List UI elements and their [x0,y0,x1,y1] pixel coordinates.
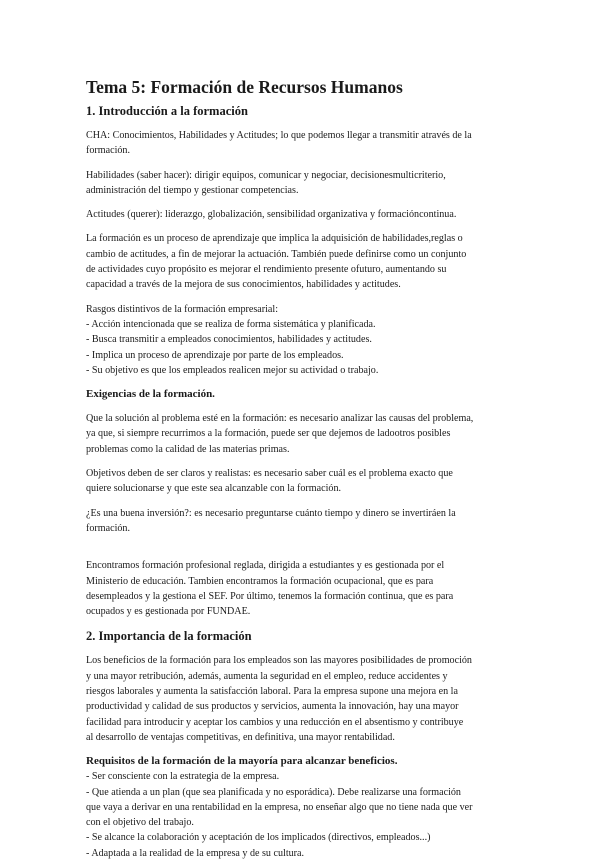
exigencia-solucion-paragraph [86,411,522,457]
exigencias-heading: Exigencias de la formación. [86,388,215,401]
habilidades-paragraph [86,168,522,199]
text-line: ocupados y es gestionada por FUNDAE. [86,606,251,618]
text-line: administración del tiempo y gestionar competencias. [86,184,299,196]
text-line: de actividades cuyo propósito es mejorar el rendimiento presente ofuturo, aumentando su [86,264,447,276]
text-line: y una mayor retribución, además, aumenta la seguridad en el empleo, reduce accidentes y [86,670,448,682]
exigencia-objetivos-paragraph [86,466,522,497]
text-line: Objetivos deben de ser claros y realistas: es necesario saber cuál es el problema exacto que [86,468,453,480]
requisitos-heading: Requisitos de la formación de la mayoría para alcanzar beneficios. [86,755,398,768]
text-line: La formación es un proceso de aprendizaje que implica la adquisición de habilidades,reglas o [86,233,463,245]
beneficios-paragraph [86,653,522,745]
text-line: Ministerio de educación. Tambien encontramos la formación ocupacional, que es para [86,575,434,587]
text-line: cambio de actitudes, a fin de mejorar la actuación. También puede definirse como un conjunto [86,248,467,260]
rasgos-list [86,302,522,378]
text-line: quiere solucionarse y que este sea alcanzable con la formación. [86,483,342,495]
list-item: - Acción intencionada que se realiza de forma sistemática y planificada. [86,318,376,330]
list-item: con el objetivo del trabajo. [86,817,194,829]
text-line: Que la solución al problema esté en la formación: es necesario analizar las causas del problema, [86,413,474,425]
list-item: - Se alcance la colaboración y aceptación de los implicados (directivos, empleados...) [86,832,431,844]
list-item: - Busca transmitir a empleados conocimientos, habilidades y actitudes. [86,334,372,346]
section-1-heading: 1. Introducción a la formación [86,104,248,118]
definicion-paragraph [86,231,522,292]
text-line: capacidad a través de la mejora de sus conocimientos, habilidades y actitudes. [86,279,401,291]
list-item: - Que atienda a un plan (que sea planificada y no esporádica). Debe realizarse una formación [86,786,461,798]
list-item: - Adaptada a la realidad de la empresa y de su cultura. [86,847,305,859]
exigencia-inversion-paragraph [86,506,522,537]
text-line: formación. [86,522,131,534]
list-item: que vaya a derivar en una rentabilidad en la empresa, no enseñar algo que no tiene nada que ver [86,801,473,813]
text-line: ya que, si siempre recurrimos a la formación, puede ser que dejemos de ladootros posibles [86,428,451,440]
text-line: Los beneficios de la formación para los empleados son las mayores posibilidades de promoción [86,655,472,667]
requisitos-list [86,769,522,861]
text-line: Encontramos formación profesional reglada, dirigida a estudiantes y es gestionada por el [86,560,445,572]
text-line: Habilidades (saber hacer): dirigir equipos, comunicar y negociar, decisionesmulticriterio, [86,169,446,181]
text-line: formación. [86,145,131,157]
text-line: desempleados y la gestiona el SEF. Por último, tenemos la formación continua, que es para [86,590,454,602]
cha-paragraph [86,128,522,159]
list-item: - Su objetivo es que los empleados realicen mejor su actividad o trabajo. [86,364,379,376]
text-line: productividad y calidad de sus productos y servicios, aumenta la innovación, hay una mayor [86,701,459,713]
tipos-formacion-paragraph [86,558,522,619]
text-line: CHA: Conocimientos, Habilidades y Actitudes; lo que podemos llegar a transmitir através de la [86,130,472,141]
text-line: ¿Es una buena inversión?: es necesario preguntarse cuánto tiempo y dinero se invertiráen la [86,507,456,519]
text-line: al desarrollo de ventajas competitivas, en definitiva, una mayor rentabilidad. [86,731,395,743]
text-line: facilidad para introducir y aceptar los cambios y una reducción en el absentismo y contribuye [86,716,464,728]
section-2-heading: 2. Importancia de la formación [86,629,252,644]
actitudes-paragraph: Actitudes (querer): liderazgo, globalización, sensibilidad organizativa y formacióncontinua. [86,209,457,221]
text-line: problemas como la calidad de las materias primas. [86,443,290,455]
rasgos-title: Rasgos distintivos de la formación empresarial: [86,303,279,315]
list-item: - Ser consciente con la estrategia de la empresa. [86,771,280,783]
text-line: riesgos laborales y aumenta la satisfacción laboral. Para la empresa supone una mejora en la [86,686,458,698]
document-title: Tema 5: Formación de Recursos Humanos [86,77,403,97]
list-item: - Implica un proceso de aprendizaje por parte de los empleados. [86,349,344,361]
